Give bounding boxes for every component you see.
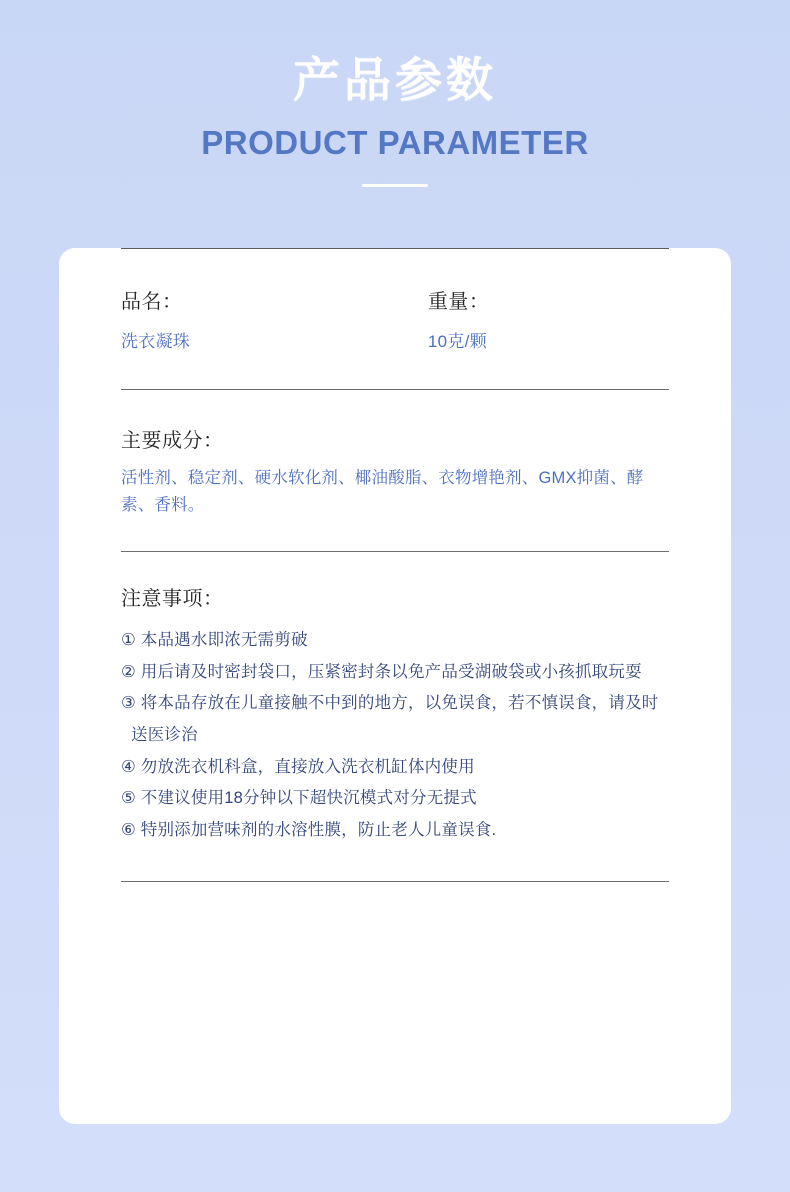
parameter-card-inner bbox=[59, 248, 731, 882]
list-item: ② 用后请及时密封袋口，压紧密封条以免产品受湖破袋或小孩抓取玩耍 bbox=[121, 662, 642, 681]
basic-info-row bbox=[121, 249, 669, 389]
rule-after-ingredients bbox=[121, 551, 669, 552]
list-item: ① 本品遇水即浓无需剪破 bbox=[121, 630, 308, 649]
rule-top bbox=[121, 248, 669, 249]
notes-label: 注意事项： bbox=[121, 587, 224, 610]
list-item: ③ 将本品存放在儿童接触不中到的地方，以免误食，若不慎误食，请及时送医诊治 bbox=[121, 694, 659, 744]
page-header bbox=[0, 0, 790, 187]
rule-after-basic-info bbox=[121, 389, 669, 390]
ingredients-text: 活性剂、稳定剂、硬水软化剂、椰油酸脂、衣物增艳剂、GMX抑菌、酵素、香料。 bbox=[121, 468, 644, 514]
parameter-card bbox=[59, 248, 731, 1124]
product-name-value: 洗衣凝珠 bbox=[121, 332, 191, 351]
list-item: ⑤ 不建议使用18分钟以下超快沉模式对分无提式 bbox=[121, 789, 477, 808]
notes-list bbox=[121, 625, 669, 847]
product-name-label: 品名： bbox=[121, 291, 183, 313]
ingredients-section bbox=[121, 390, 669, 551]
rule-bottom-wrap bbox=[121, 873, 669, 882]
list-item: ④ 勿放洗衣机科盒，直接放入洗衣机缸体内使用 bbox=[121, 757, 475, 776]
ingredients-label: 主要成分： bbox=[121, 429, 224, 452]
list-item: ⑥ 特别添加营味剂的水溶性膜，防止老人儿童误食. bbox=[121, 820, 497, 839]
notes-section bbox=[121, 552, 669, 873]
product-weight-label: 重量： bbox=[427, 291, 490, 313]
product-weight-field bbox=[428, 287, 669, 355]
page-title-cn: 产品参数 bbox=[293, 53, 497, 106]
header-divider bbox=[362, 184, 428, 187]
rule-bottom bbox=[121, 881, 669, 882]
product-weight-value: 10克/颗 bbox=[427, 332, 488, 351]
product-name-field bbox=[121, 287, 428, 355]
page-title-en: PRODUCT PARAMETER bbox=[201, 124, 589, 162]
